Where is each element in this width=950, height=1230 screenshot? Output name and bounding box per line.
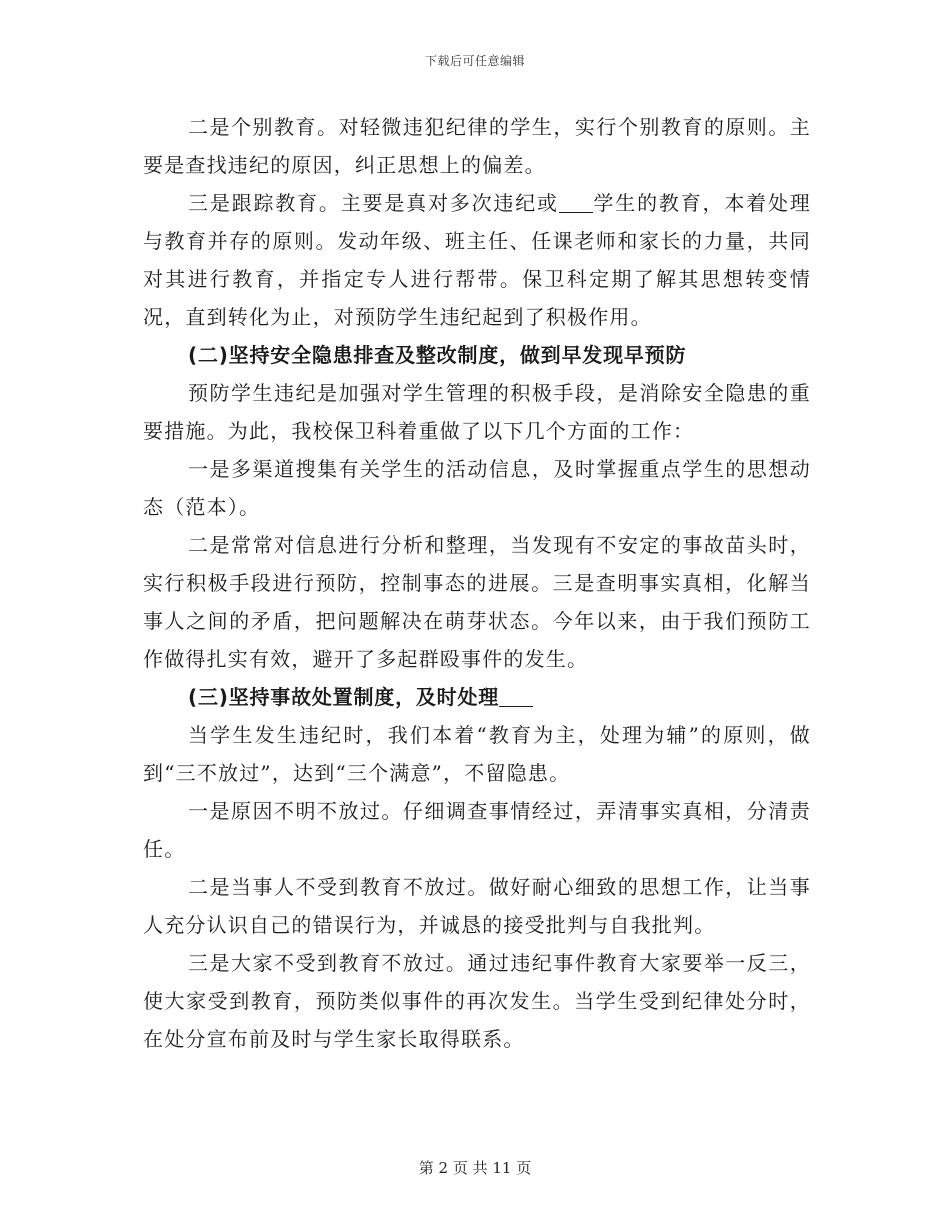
paragraph-party-not-educated: 二是当事人不受到教育不放过。做好耐心细致的思想工作，让当事人充分认识自己的错误行为，并诚恳的接受批判与自我批判。: [143, 875, 811, 937]
paragraph-tracking-education: [143, 184, 811, 336]
paragraph-individual-education: 二是个别教育。对轻微违犯纪律的学生，实行个别教育的原则。主要是查找违纪的原因，纠正思想上的偏差。: [143, 115, 811, 177]
paragraph-info-collection: 一是多渠道搜集有关学生的活动信息，及时掌握重点学生的思想动态（范本）。: [143, 457, 811, 519]
section-heading-incident-handling: [143, 678, 811, 716]
paragraph-text-after-blank: 学生的教育，本着处理与教育并存的原则。发动年级、班主任、任课老师和家长的力量，共同对其进行教育，并指定专人进行帮带。保卫科定期了解其思想转变情况，直到转化为止，对预防学生违纪起到了积极作用。: [143, 191, 812, 329]
paragraph-prevention-intro: 预防学生违纪是加强对学生管理的积极手段，是消除安全隐患的重要措施。为此，我校保卫科着重做了以下几个方面的工作：: [143, 381, 811, 443]
section-heading-hazard-check: (二)坚持安全隐患排查及整改制度，做到早发现早预防: [188, 343, 687, 367]
page-footer: 第 2 页 共 11 页: [418, 1159, 532, 1177]
page-header: 下载后可任意编辑: [424, 54, 525, 68]
paragraph-cause-unclear: 一是原因不明不放过。仔细调查事情经过，弄清事实真相，分清责任。: [143, 799, 811, 861]
fill-in-blank: [499, 686, 533, 707]
paragraph-text-before-blank: 三是跟踪教育。主要是真对多次违纪或: [188, 191, 559, 215]
paragraph-three-principles: 当学生发生违纪时，我们本着“教育为主，处理为辅”的原则，做到“三不放过”，达到“三个满意”，不留隐患。: [143, 723, 811, 785]
document-body: [143, 108, 811, 1058]
paragraph-everyone-not-educated: 三是大家不受到教育不放过。通过违纪事件教育大家要举一反三，使大家受到教育，预防类似事件的再次发生。当学生受到纪律处分时，在处分宣布前及时与学生家长取得联系。: [143, 951, 811, 1051]
paragraph-info-analysis: 二是常常对信息进行分析和整理，当发现有不安定的事故苗头时，实行积极手段进行预防，控制事态的进展。三是查明事实真相，化解当事人之间的矛盾，把问题解决在萌芽状态。今年以来，由于我们预防工作做得扎实有效，避开了多起群殴事件的发生。: [143, 533, 811, 671]
heading-text: (三)坚持事故处置制度，及时处理: [188, 685, 500, 709]
fill-in-blank: [559, 192, 593, 213]
